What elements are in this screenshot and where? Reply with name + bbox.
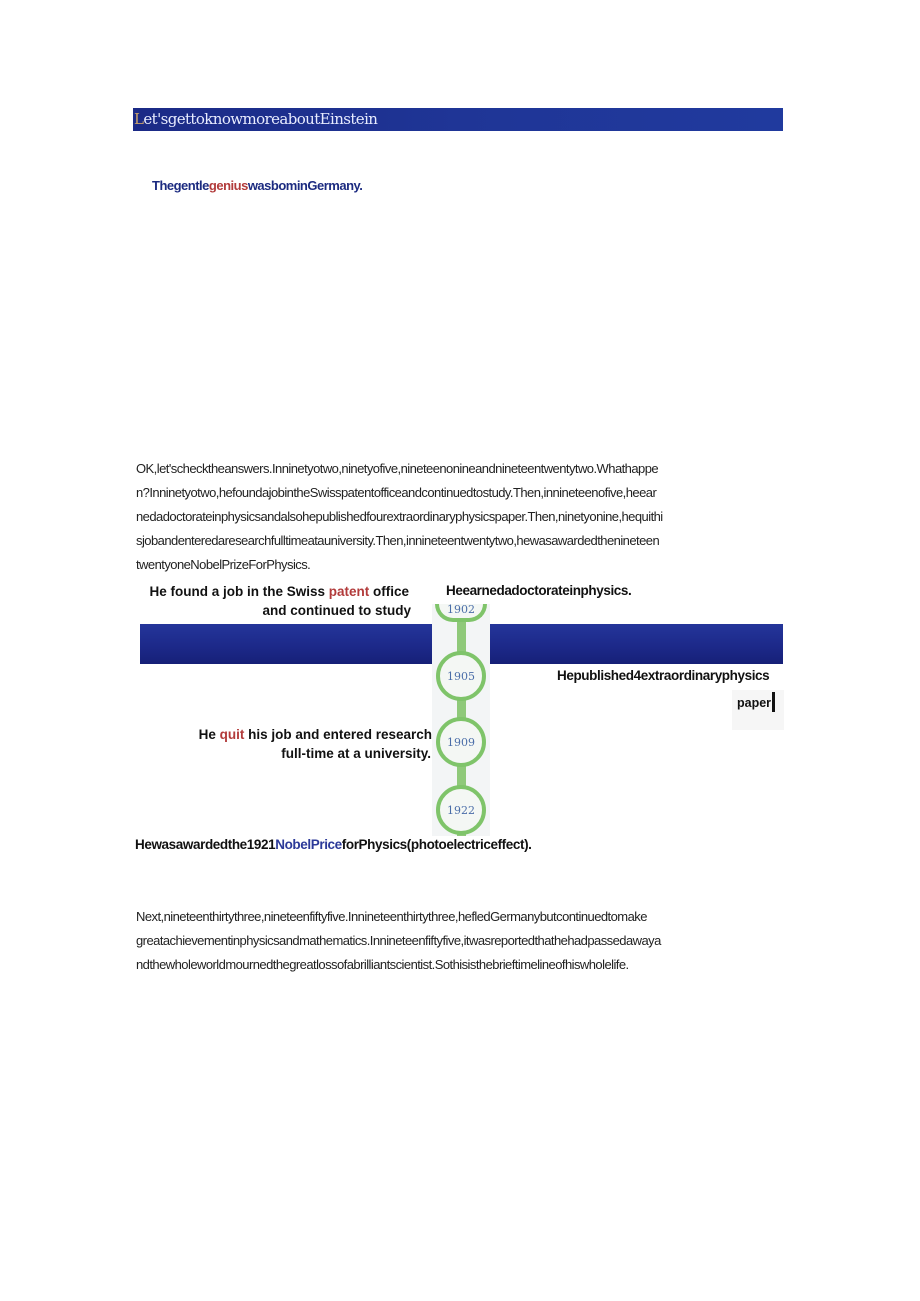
timeline-bar-left bbox=[140, 624, 432, 664]
event-highlight: patent bbox=[328, 584, 370, 599]
event-1905: Hepublished4extraordinaryphysics bbox=[557, 668, 770, 683]
paragraph-line: Next,nineteenthirtythree,nineteenfiftyfive.Innineteenthirtythree,hefledGermanybutcontinuedtomake bbox=[136, 909, 647, 924]
timeline-node-1909: 1909 bbox=[436, 717, 486, 767]
closing-paragraph bbox=[136, 905, 782, 977]
event-highlight: quit bbox=[219, 727, 245, 742]
timeline-node-1902: 1902 bbox=[435, 604, 487, 622]
event-text: his job and entered research bbox=[244, 727, 432, 742]
timeline-node-1922: 1922 bbox=[436, 785, 486, 835]
event-1909-line2: full-time at a university. bbox=[281, 746, 431, 761]
title-initial: L bbox=[134, 110, 144, 128]
subtitle-before: Thegentle bbox=[152, 178, 209, 193]
paragraph-line: OK,let'schecktheanswers.Inninetyotwo,ninetyofive,nineteenonineandnineteentwentytwo.Whathappe bbox=[136, 461, 659, 476]
event-text: Hewasawardedthe1921 bbox=[135, 837, 276, 852]
paragraph-line: nedadoctorateinphysicsandalsohepublishedfourextraordinaryphysicspaper.Then,ninetyonine,hequithi bbox=[136, 509, 663, 524]
event-1902-line2: and continued to study bbox=[262, 603, 411, 618]
event-fragment-text: paper bbox=[737, 696, 772, 710]
title-text: et'sgettoknowmoreaboutEinstein bbox=[143, 110, 378, 128]
page-title bbox=[134, 110, 377, 128]
paragraph-line: sjobandenteredaresearchfulltimeatauniversity.Then,innineteentwentytwo,hewasawardedthenineteen bbox=[136, 533, 660, 548]
paragraph-line: twentyoneNobelPrizeForPhysics. bbox=[136, 557, 311, 572]
event-text: office bbox=[369, 584, 409, 599]
fragment-bar bbox=[772, 692, 775, 712]
event-text: forPhysics(photoelectriceffect). bbox=[341, 837, 532, 852]
event-highlight: NobelPrice bbox=[275, 837, 342, 852]
event-1905-fragment bbox=[737, 692, 775, 712]
event-1922 bbox=[135, 837, 532, 852]
event-1902-line1 bbox=[140, 584, 409, 599]
event-text: He found a job in the Swiss bbox=[149, 584, 329, 599]
event-1909-line1 bbox=[140, 727, 432, 742]
paragraph-line: n?Inninetyotwo,hefoundajobintheSwisspatentofficeandcontinuedtostudy.Then,innineteenofive,heear bbox=[136, 485, 657, 500]
paragraph-line: ndthewholeworldmournedthegreatlossofabrilliantscientist.Sothisisthebrieftimelineofhiswholelife. bbox=[136, 957, 629, 972]
timeline-bar-right bbox=[484, 624, 783, 664]
timeline-node-1905: 1905 bbox=[436, 651, 486, 701]
subtitle-highlight: genius bbox=[208, 178, 248, 193]
event-doctorate: Heearnedadoctorateinphysics. bbox=[446, 583, 632, 598]
event-text: He bbox=[198, 727, 220, 742]
subtitle bbox=[152, 178, 362, 193]
subtitle-after: wasbominGermany. bbox=[247, 178, 363, 193]
answers-paragraph bbox=[136, 457, 782, 577]
paragraph-line: greatachievementinphysicsandmathematics.Innineteenfiftyfive,itwasreportedthathehadpassedawaya bbox=[136, 933, 661, 948]
